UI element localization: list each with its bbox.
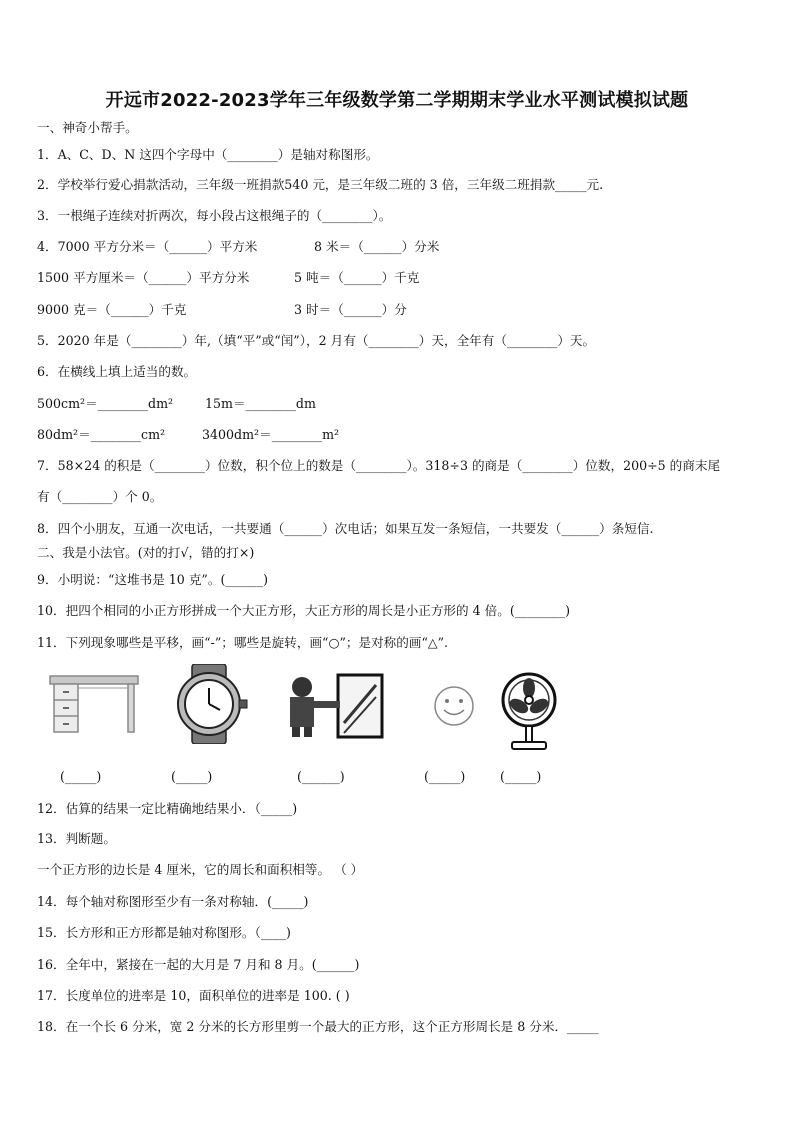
question-4-row3-right: 3 时＝（______）分 — [294, 302, 407, 317]
desk-icon — [48, 670, 140, 740]
question-4-row2-right: 5 吨＝（______）千克 — [294, 270, 420, 285]
question-12: 12．估算的结果一定比精确地结果小．（_____) — [37, 801, 298, 816]
question-2: 2．学校举行爱心捐款活动，三年级一班捐款540 元，是三年级二班的 3 倍，三年级二班捐款_____元. — [37, 177, 604, 192]
question-9: 9．小明说：“这堆书是 10 克”。(______) — [37, 572, 269, 587]
question-8: 8．四个小朋友，互通一次电话，一共要通（______）次电话；如果互发一条短信，一共要发（______）条短信. — [37, 521, 654, 536]
question-11: 11．下列现象哪些是平移，画“-”；哪些是旋转，画“○”；是对称的画“△”. — [37, 635, 449, 650]
question-6-row2-right: 3400dm²＝________m² — [202, 427, 340, 442]
question-15: 15．长方形和正方形都是轴对称图形。（____) — [37, 925, 291, 940]
question-4-row1-right: 8 米＝（______）分米 — [314, 239, 440, 254]
watch-icon — [162, 664, 256, 744]
question-16: 16．全年中，紧接在一起的大月是 7 月和 8 月。(______) — [37, 957, 360, 972]
q11-answer-3: (______) — [297, 769, 345, 784]
question-3: 3．一根绳子连续对折两次，每小段占这根绳子的（________）。 — [37, 208, 392, 223]
question-6-row1-left: 500cm²＝________dm² — [37, 396, 174, 411]
question-6-row2-left: 80dm²＝________cm² — [37, 427, 166, 442]
question-4-row1-left: 4．7000 平方分米＝（______）平方米 — [37, 239, 258, 254]
question-10: 10．把四个相同的小正方形拼成一个大正方形，大正方形的周长是小正方形的 4 倍。(________) — [37, 603, 571, 618]
question-1: 1．A、C、D、N 这四个字母中（________）是轴对称图形。 — [37, 147, 379, 162]
question-17: 17．长度单位的进率是 10，面积单位的进率是 100. ( ) — [37, 988, 350, 1003]
question-18: 18．在一个长 6 分米，宽 2 分米的长方形里剪一个最大的正方形，这个正方形周长是 8 分米．_____ — [37, 1019, 599, 1034]
question-13: 13．判断题。 — [37, 831, 116, 846]
q11-answer-2: (_____) — [171, 769, 213, 784]
question-6: 6．在横线上填上适当的数。 — [37, 364, 197, 379]
q11-answer-1: (_____) — [60, 769, 102, 784]
section-heading-1: 一、神奇小帮手。 — [37, 120, 138, 135]
question-14: 14．每个轴对称图形至少有一条对称轴．(_____) — [37, 894, 309, 909]
section-heading-2: 二、我是小法官。(对的打√，错的打×) — [37, 545, 255, 560]
window-push-icon — [282, 673, 386, 739]
question-4-row2-left: 1500 平方厘米＝（______）平方分米 — [37, 270, 250, 285]
question-6-row1-right: 15m＝________dm — [205, 396, 316, 411]
question-7-line2: 有（________）个 0。 — [37, 489, 163, 504]
q11-answer-5: (_____) — [500, 769, 542, 784]
question-13-sub: 一个正方形的边长是 4 厘米，它的周长和面积相等。 （ ） — [37, 862, 364, 877]
question-4-row3-left: 9000 克＝（______）千克 — [37, 302, 187, 317]
page-title: 开远市2022-2023学年三年级数学第二学期期末学业水平测试模拟试题 — [105, 90, 689, 111]
question-7-line1: 7．58×24 的积是（________）位数，积个位上的数是（________）。318÷3 的商是（________）位数，200÷5 的商末尾 — [37, 458, 721, 473]
smiley-icon — [432, 684, 476, 728]
q11-answer-4: (_____) — [424, 769, 466, 784]
question-5: 5．2020 年是（________）年,（填“平”或“闰”），2 月有（________）天，全年有（________）天。 — [37, 333, 596, 348]
fan-icon — [500, 670, 558, 752]
